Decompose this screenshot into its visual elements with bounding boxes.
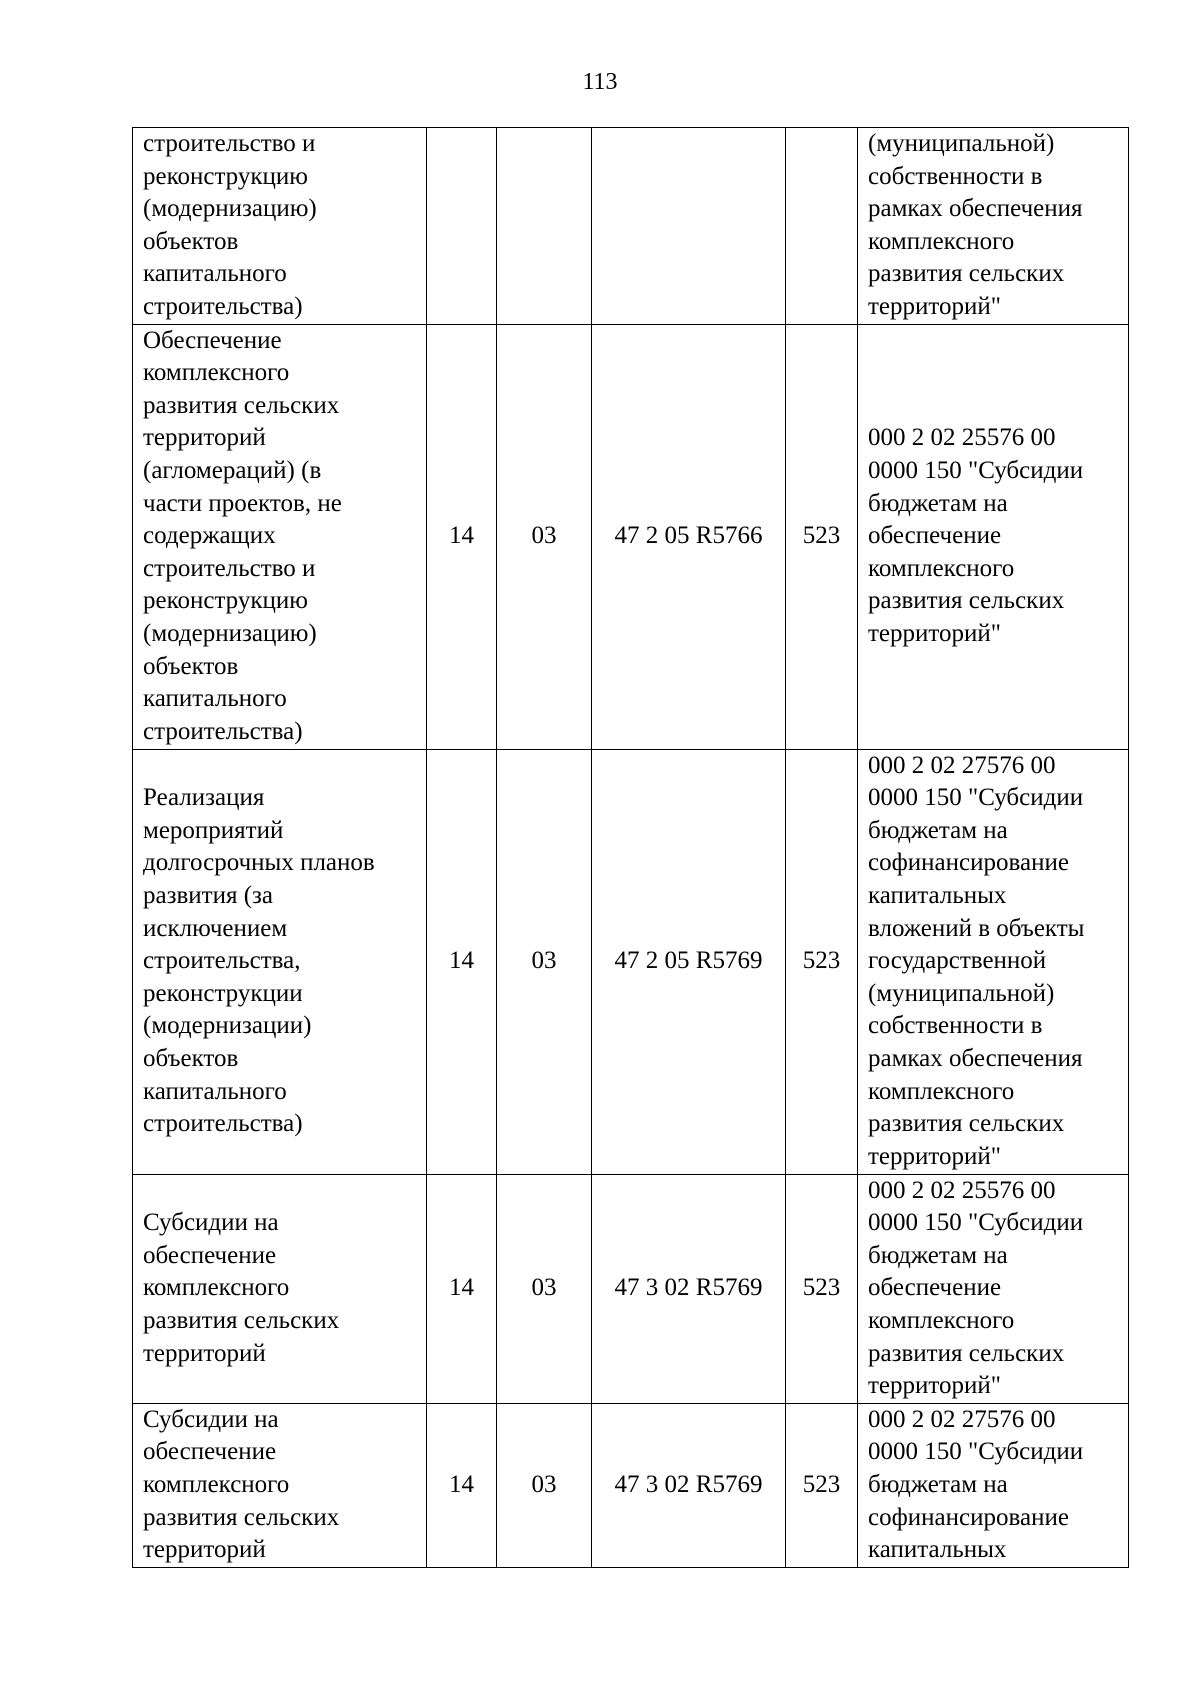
expense-type-cell: 523 <box>786 1174 858 1403</box>
section-code-cell: 14 <box>427 324 497 749</box>
expense-name: Обеспечение комплексного развития сельских территорий (агломераций) (в части проектов, не содержащих строительство и реконструкцию (модернизацию) объектов капитального строительства) <box>143 326 342 745</box>
income-code-cell <box>858 749 1129 1174</box>
target-article-cell: 47 2 05 R5769 <box>592 749 786 1174</box>
section-code-cell: 14 <box>427 749 497 1174</box>
income-code-cell <box>858 1403 1129 1567</box>
expense-name-cell <box>133 1174 427 1403</box>
expense-name-cell <box>133 749 427 1174</box>
target-article-cell: 47 3 02 R5769 <box>592 1174 786 1403</box>
section-code-cell <box>427 128 497 325</box>
income-code: 000 2 02 27576 00 0000 150 "Субсидии бюджетам на софинансирование капитальных вложений в объекты государственной (муниципальной) собственности в рамках обеспечения комплексного развития сельских территорий" <box>868 751 1085 1170</box>
budget-classification-table <box>132 127 1129 1568</box>
subsection-code-cell: 03 <box>497 324 592 749</box>
expense-type-cell <box>786 128 858 325</box>
expense-name: строительство и реконструкцию (модернизацию) объектов капитального строительства) <box>143 130 317 320</box>
expense-type-cell: 523 <box>786 1403 858 1567</box>
income-code: 000 2 02 25576 00 0000 150 "Субсидии бюджетам на обеспечение комплексного развития сельских территорий" <box>868 1176 1084 1400</box>
expense-name-cell <box>133 1403 427 1567</box>
expense-name: Субсидии на обеспечение комплексного развития сельских территорий <box>143 1209 340 1367</box>
expense-name: Субсидии на обеспечение комплексного развития сельских территорий <box>143 1405 340 1564</box>
target-article-cell <box>592 128 786 325</box>
table-row <box>133 1174 1129 1403</box>
income-code: (муниципальной) собственности в рамках обеспечения комплексного развития сельских территорий" <box>868 130 1083 320</box>
income-code-cell <box>858 128 1129 325</box>
subsection-code-cell <box>497 128 592 325</box>
expense-type-cell: 523 <box>786 749 858 1174</box>
table-row <box>133 128 1129 325</box>
income-code: 000 2 02 27576 00 0000 150 "Субсидии бюджетам на софинансирование капитальных <box>868 1405 1084 1564</box>
section-code-cell: 14 <box>427 1403 497 1567</box>
subsection-code-cell: 03 <box>497 749 592 1174</box>
section-code-cell: 14 <box>427 1174 497 1403</box>
subsection-code-cell: 03 <box>497 1174 592 1403</box>
income-code-cell <box>858 324 1129 749</box>
table-row <box>133 324 1129 749</box>
expense-type-cell: 523 <box>786 324 858 749</box>
subsection-code-cell: 03 <box>497 1403 592 1567</box>
page-number: 113 <box>582 69 618 95</box>
expense-name: Реализация мероприятий долгосрочных планов развития (за исключением строительства, реконструкции (модернизации) объектов капитального строительства) <box>143 784 375 1138</box>
income-code-cell <box>858 1174 1129 1403</box>
table-row <box>133 1403 1129 1567</box>
expense-name-cell <box>133 324 427 749</box>
expense-name-cell <box>133 128 427 325</box>
income-code: 000 2 02 25576 00 0000 150 "Субсидии бюджетам на обеспечение комплексного развития сельских территорий" <box>868 424 1084 648</box>
target-article-cell: 47 3 02 R5769 <box>592 1403 786 1567</box>
table-row <box>133 749 1129 1174</box>
target-article-cell: 47 2 05 R5766 <box>592 324 786 749</box>
